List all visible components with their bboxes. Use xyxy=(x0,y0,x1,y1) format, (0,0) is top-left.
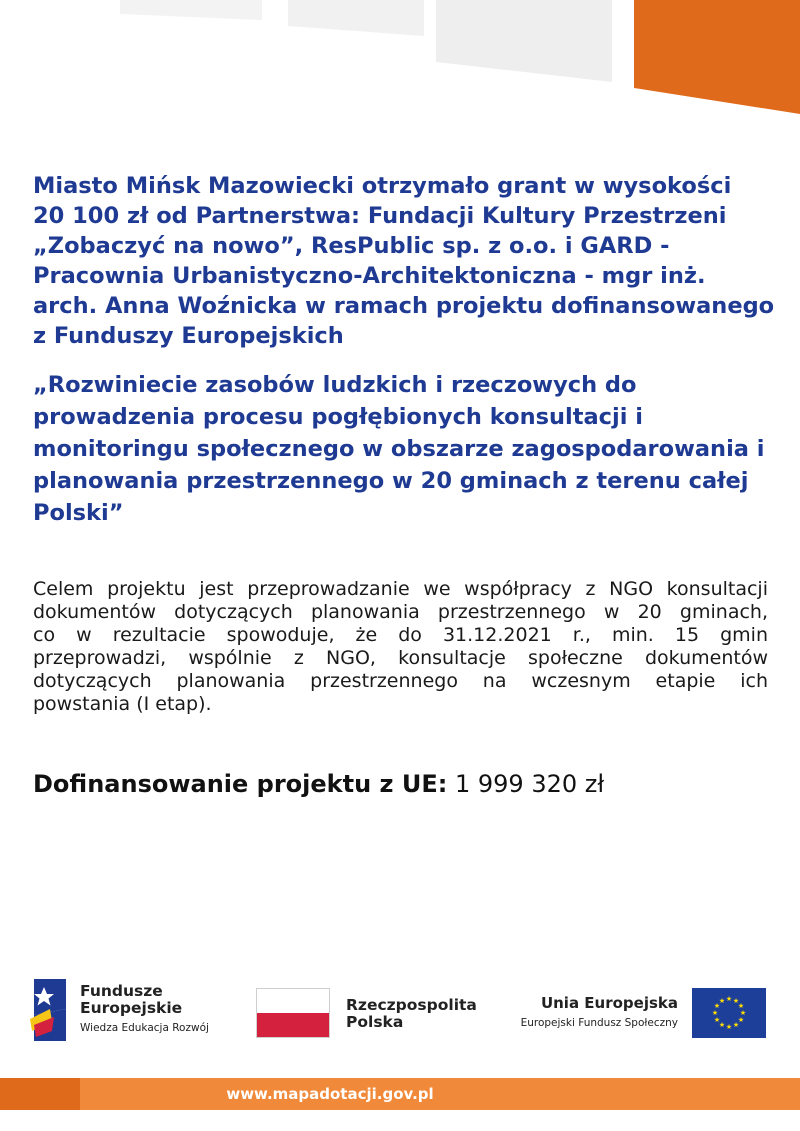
heading-line: arch. Anna Woźnicka w ramach projektu dofinansowanego xyxy=(33,293,775,319)
eu-name: Unia Europejska xyxy=(540,994,678,1012)
footer-url-link[interactable]: www.mapadotacji.gov.pl xyxy=(226,1085,434,1103)
rp-name-line2: Polska xyxy=(346,1013,404,1031)
project-title-line: „Rozwiniecie zasobów ludzkich i rzeczowych do xyxy=(33,372,637,398)
fe-name xyxy=(80,983,182,1017)
project-title-line: prowadzenia procesu pogłębionych konsultacji i xyxy=(33,404,643,430)
heading-line: Pracownia Urbanistyczno-Architektoniczna - mgr inż. xyxy=(33,263,706,289)
heading-line: 20 100 zł od Partnerstwa: Fundacji Kultury Przestrzeni xyxy=(33,203,727,229)
svg-text:★: ★ xyxy=(725,1023,733,1031)
svg-text:★: ★ xyxy=(737,1016,745,1024)
svg-text:★: ★ xyxy=(732,997,740,1005)
svg-text:★: ★ xyxy=(713,1002,721,1010)
top-decoration xyxy=(0,0,800,120)
heading-line: Miasto Mińsk Mazowiecki otrzymało grant w wysokości xyxy=(33,173,732,199)
svg-text:★: ★ xyxy=(737,1002,745,1010)
funding-value: 1 999 320 zł xyxy=(454,770,605,798)
rp-name-line1: Rzeczpospolita xyxy=(346,996,477,1014)
description-line: Celem projektu jest przeprowadzanie we współpracy z NGO konsultacji xyxy=(33,578,768,600)
svg-text:★: ★ xyxy=(732,1021,740,1029)
rp-name xyxy=(346,997,477,1031)
description-line: dokumentów dotyczących planowania przestrzennego w 20 gminach, xyxy=(33,601,768,623)
svg-text:★: ★ xyxy=(713,1016,721,1024)
project-title-line: Polski” xyxy=(33,500,124,526)
project-description xyxy=(33,578,768,716)
svg-text:★: ★ xyxy=(711,1009,719,1017)
funding-label: Dofinansowanie projektu z UE: xyxy=(33,770,448,798)
rzeczpospolita-polska-logo xyxy=(256,988,496,1040)
fe-name-line2: Europejskie xyxy=(80,999,183,1017)
fe-name-line1: Fundusze xyxy=(80,982,163,1000)
description-line: co w rezultacie spowoduje, że do 31.12.2021 r., min. 15 gmin xyxy=(33,624,768,646)
fe-emblem-icon xyxy=(30,979,70,1041)
svg-text:★: ★ xyxy=(725,995,733,1003)
svg-text:★: ★ xyxy=(718,997,726,1005)
funding-amount xyxy=(33,770,604,798)
heading-line: z Funduszy Europejskich xyxy=(33,323,344,349)
eu-flag-icon xyxy=(692,988,766,1038)
project-title-line: planowania przestrzennego w 20 gminach z terenu całej xyxy=(33,468,749,494)
heading-line: „Zobaczyć na nowo”, ResPublic sp. z o.o. i GARD - xyxy=(33,233,670,259)
footer-bar xyxy=(0,1078,800,1110)
project-title xyxy=(33,369,778,529)
description-line: przeprowadzi, wspólnie z NGO, konsultacje społeczne dokumentów xyxy=(33,647,768,669)
footer-accent xyxy=(0,1078,80,1110)
description-line: dotyczących planowania przestrzennego na wczesnym etapie ich xyxy=(33,670,768,692)
fe-tagline: Wiedza Edukacja Rozwój xyxy=(80,1022,209,1034)
eu-fund-name: Europejski Fundusz Społeczny xyxy=(520,1017,678,1029)
svg-text:★: ★ xyxy=(739,1009,747,1017)
unia-europejska-logo xyxy=(515,988,770,1040)
project-title-line: monitoringu społecznego w obszarze zagospodarowania i xyxy=(33,436,765,462)
fundusze-europejskie-logo xyxy=(30,979,230,1041)
svg-text:★: ★ xyxy=(718,1021,726,1029)
grant-heading xyxy=(33,171,773,351)
polish-flag-icon xyxy=(256,988,330,1038)
description-line: powstania (I etap). xyxy=(33,693,212,715)
